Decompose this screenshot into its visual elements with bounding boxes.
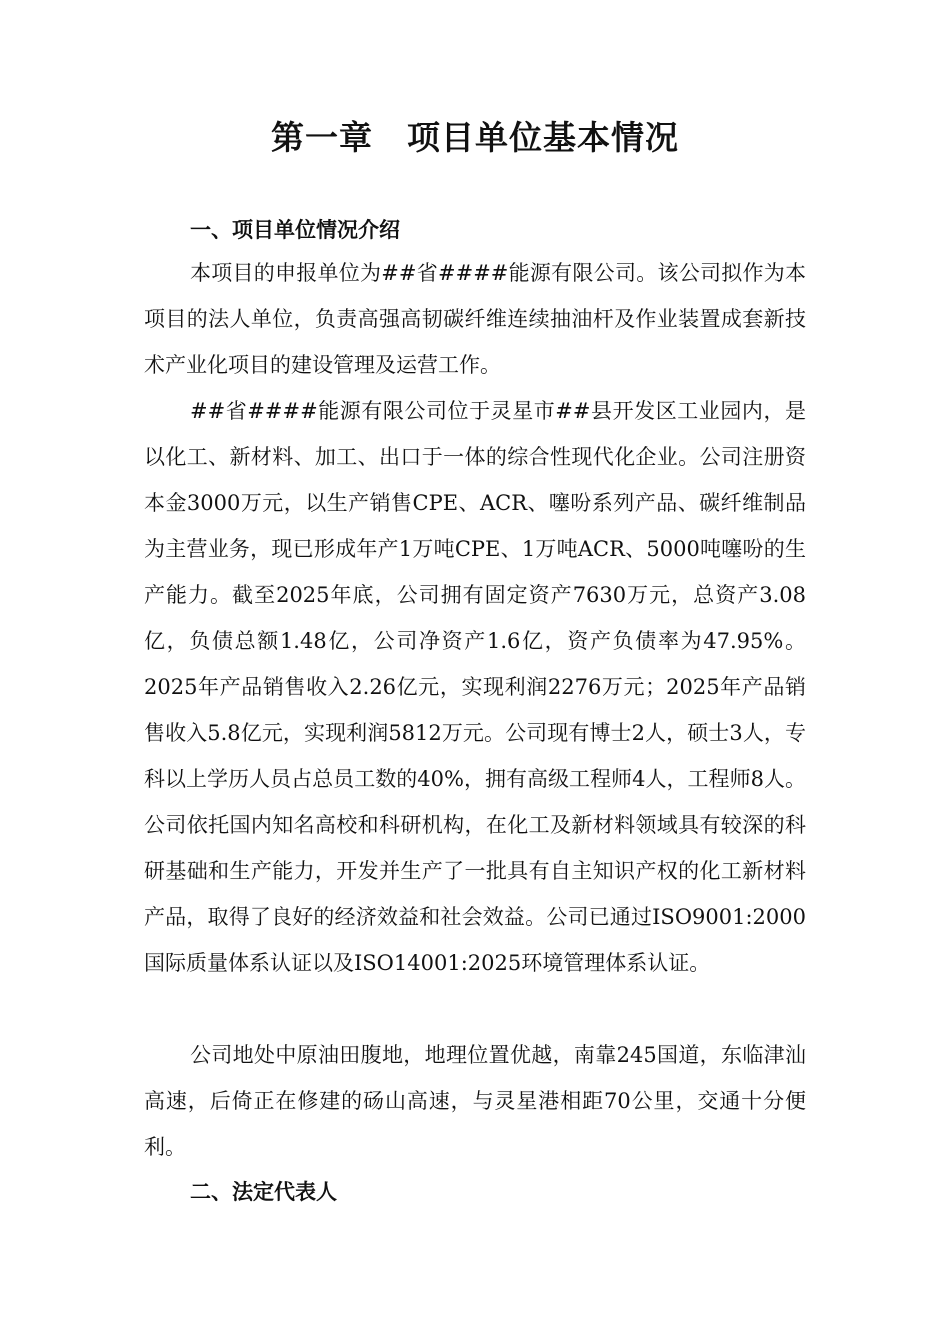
section-heading-legal-representative: 二、法定代表人 <box>190 1179 337 1204</box>
section-heading-project-unit: 一、项目单位情况介绍 <box>190 217 400 242</box>
paragraph-company-profile: ##省####能源有限公司位于灵星市##县开发区工业园内，是以化工、新材料、加工、出口于一体的综合性现代化企业。公司注册资本金3000万元，以生产销售CPE、ACR、噻吩系列产品、碳纤维制品为主营业务，现已形成年产1万吨CPE、1万吨ACR、5000吨噻吩的生产能力。截至2025年底，公司拥有固定资产7630万元，总资产3.08亿，负债总额1.48亿，公司净资产1.6亿，资产负债率为47.95%。2025年产品销售收入2.26亿元，实现利润2276万元；2025年产品销售收入5.8亿元，实现利润5812万元。公司现有博士2人，硕士3人，专科以上学历人员占总员工数的40%，拥有高级工程师4人，工程师8人。公司依托国内知名高校和科研机构，在化工及新材料领域具有较深的科研基础和生产能力，开发并生产了一批具有自主知识产权的化工新材料产品，取得了良好的经济效益和社会效益。公司已通过ISO9001:2000国际质量体系认证以及ISO14001:2025环境管理体系认证。 <box>144 399 806 975</box>
paragraph-applicant: 本项目的申报单位为##省####能源有限公司。该公司拟作为本项目的法人单位，负责高强高韧碳纤维连续抽油杆及作业装置成套新技术产业化项目的建设管理及运营工作。 <box>144 261 806 377</box>
chapter-title: 第一章 项目单位基本情况 <box>271 118 679 157</box>
paragraph-location: 公司地处中原油田腹地，地理位置优越，南靠245国道，东临津汕高速，后倚正在修建的砀山高速，与灵星港相距70公里，交通十分便利。 <box>144 1043 806 1159</box>
